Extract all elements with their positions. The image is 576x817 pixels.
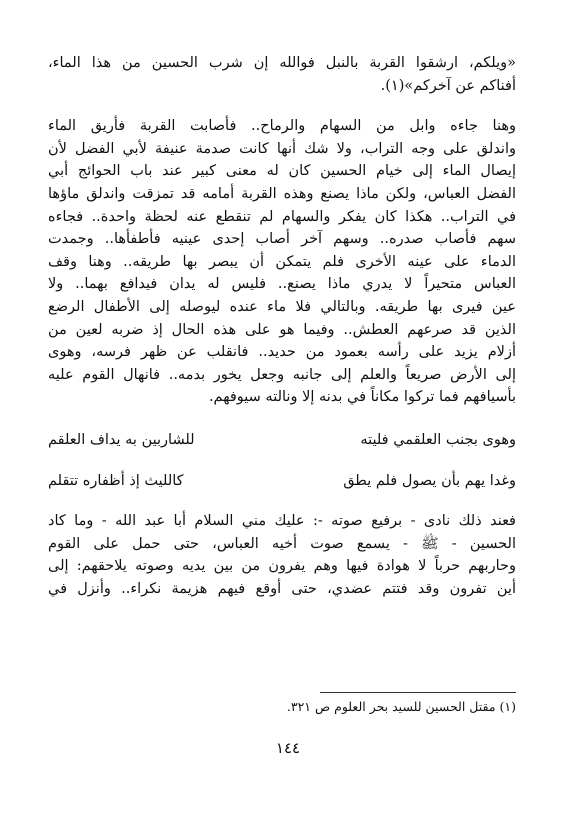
poem-verse bbox=[48, 470, 516, 493]
page-number: ١٤٤ bbox=[275, 739, 301, 757]
text-line: وحاربهم حرباً لا هوادة فيها وهم يفرون من بين يديه وصوته يلاحقهم: إلى bbox=[48, 558, 516, 575]
text-line: «ويلكم، ارشقوا القربة بالنبل فوالله إن شرب الحسين من هذا الماء، bbox=[48, 55, 516, 71]
verse-second-hemistich: للشاربين به يداف العلقم bbox=[48, 431, 195, 448]
text-line: أزلام يزيد على رأسه بعمود من حديد.. فانقلب عن ظهر فرسه، وهوى bbox=[48, 344, 516, 361]
poem-verse bbox=[48, 429, 516, 452]
text-line: وهنا جاءه وابل من السهام والرماح.. فأصابت القربة فأريق الماء bbox=[48, 118, 516, 135]
page-body bbox=[48, 52, 516, 600]
text-line: الدماء على عينه الأخرى فلم يتمكن أن يبصر بها طريقه.. وهنا وقف bbox=[48, 253, 516, 270]
text-line: سهم فأصاب صدره.. وسهم آخر أصاب إحدى عينيه فأطفأها.. وجمدت bbox=[48, 231, 516, 248]
text-line: واندلق على وجه التراب، ولا شك أنها كانت صدمة عنيفة لأبي الفضل لأن bbox=[48, 140, 516, 157]
text-line: بأسيافهم فما تركوا مكاناً في بدنه إلا ونالته سيوفهم. bbox=[208, 389, 516, 406]
paragraph-2 bbox=[48, 115, 516, 409]
text-line: في التراب.. هكذا كان يفكر والسهام لم تنقطع عنه لحظة واحدة.. فجاءه bbox=[48, 208, 516, 225]
text-line: العباس متحيراً لا يدري ماذا يصنع.. فليس له يدان فيدافع بهما.. ولا bbox=[48, 276, 516, 293]
verse-first-hemistich: وغدا يهم بأن يصول فلم يطق bbox=[343, 472, 516, 489]
text-line: أفناكم عن آخركم»(١). bbox=[380, 77, 516, 94]
text-line: الذين قد صرعهم العطش.. وفيما هو على هذه الحال إذ ضربه لعين من bbox=[48, 321, 516, 338]
footnote-divider bbox=[320, 692, 516, 693]
footnote: (١) مقتل الحسين للسيد بحر العلوم ص ٣٢١. bbox=[286, 699, 516, 714]
verse-second-hemistich: كالليث إذ أظفاره تتقلم bbox=[48, 472, 184, 489]
text-line: إلى الأرض صريعاً والعلم إلى جانبه وجعل يخور بدمه.. فانهال القوم عليه bbox=[48, 366, 516, 383]
text-line: أين تفرون وقد فتتم عضدي، حتى أوقع فيهم هزيمة نكراء.. وأنزل في bbox=[48, 580, 516, 597]
text-line: عين فيرى بها طريقه. وبالتالي فلا ماء عنده ليوصله إلى الأطفال الرضع bbox=[48, 298, 516, 315]
paragraph-3 bbox=[48, 510, 516, 600]
text-line: الفضل العباس، ولكن ماذا يصنع وهذه القربة أمامه قد تمزقت واندلق ماؤها bbox=[48, 185, 516, 202]
text-line: إيصال الماء إلى خيام الحسين كان له معنى كبير عند باب الحوائج أبي bbox=[48, 163, 516, 180]
poem bbox=[48, 429, 516, 492]
text-line: فعند ذلك نادى - برفيع صوته -: عليك مني السلام أبا عبد الله - وما كاد bbox=[48, 513, 516, 530]
verse-first-hemistich: وهوى بجنب العلقمي فليته bbox=[360, 431, 516, 448]
text-line: الحسين - ﷺ - يسمع صوت أخيه العباس، حتى حمل على القوم bbox=[48, 535, 516, 552]
paragraph-1 bbox=[48, 52, 516, 97]
